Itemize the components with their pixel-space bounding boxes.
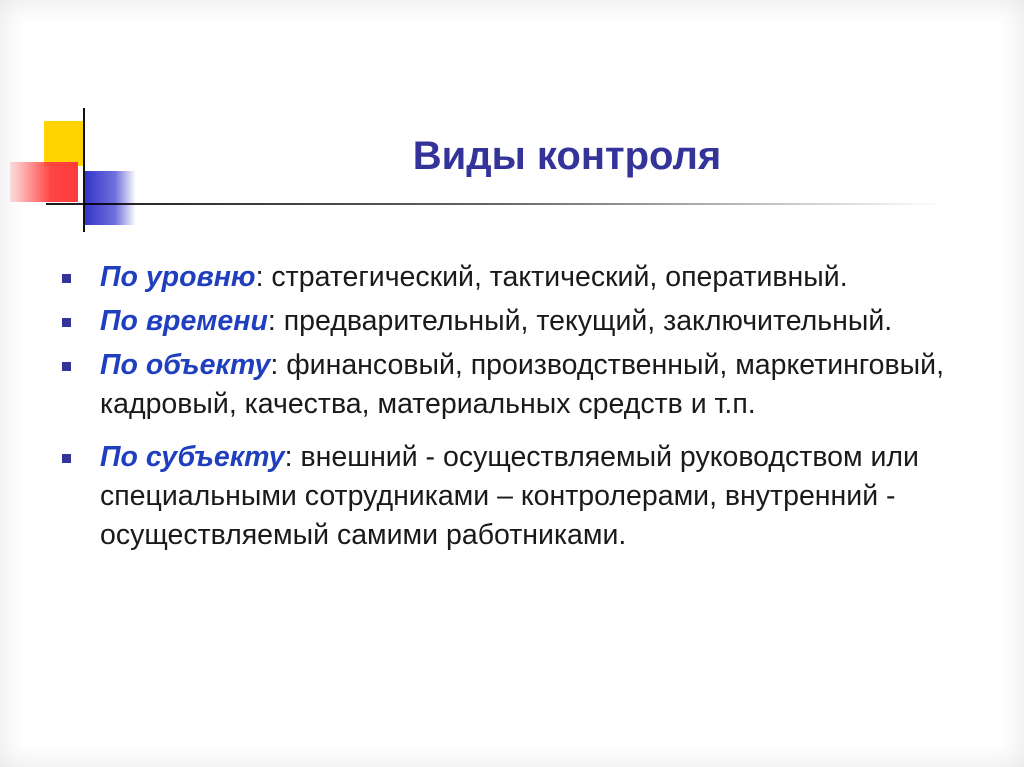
bullet-text: внешний - осуществляемый руководством или специальными сотрудниками – контролерами, внутренний - осуществляемый самими работниками. xyxy=(100,441,919,551)
bullet-separator: : xyxy=(284,441,301,473)
bullet-term: По времени xyxy=(100,305,268,337)
square-bullet-icon xyxy=(62,274,71,283)
bullet-item xyxy=(62,438,982,555)
bullet-term: По объекту xyxy=(100,349,271,381)
bullet-text: предварительный, текущий, заключительный. xyxy=(283,305,893,337)
square-bullet-icon xyxy=(62,362,71,371)
bullet-text: стратегический, тактический, оперативный. xyxy=(271,261,848,293)
bullet-separator: : xyxy=(267,305,284,337)
square-bullet-icon xyxy=(62,318,71,327)
bullet-text: финансовый, производственный, маркетинговый, кадровый, качества, материальных средств и т.п. xyxy=(100,349,944,420)
slide-title: Виды контроля xyxy=(412,134,722,178)
bullet-item xyxy=(62,258,982,297)
bullet-separator: : xyxy=(270,349,287,381)
square-bullet-icon xyxy=(62,454,71,463)
bullet-item xyxy=(62,302,982,341)
deco-horizontal-line xyxy=(46,203,946,205)
bullet-term: По субъекту xyxy=(100,441,285,473)
bullet-term: По уровню xyxy=(100,261,256,293)
bullet-separator: : xyxy=(255,261,272,293)
bullet-list xyxy=(62,258,982,560)
bullet-item xyxy=(62,346,982,424)
